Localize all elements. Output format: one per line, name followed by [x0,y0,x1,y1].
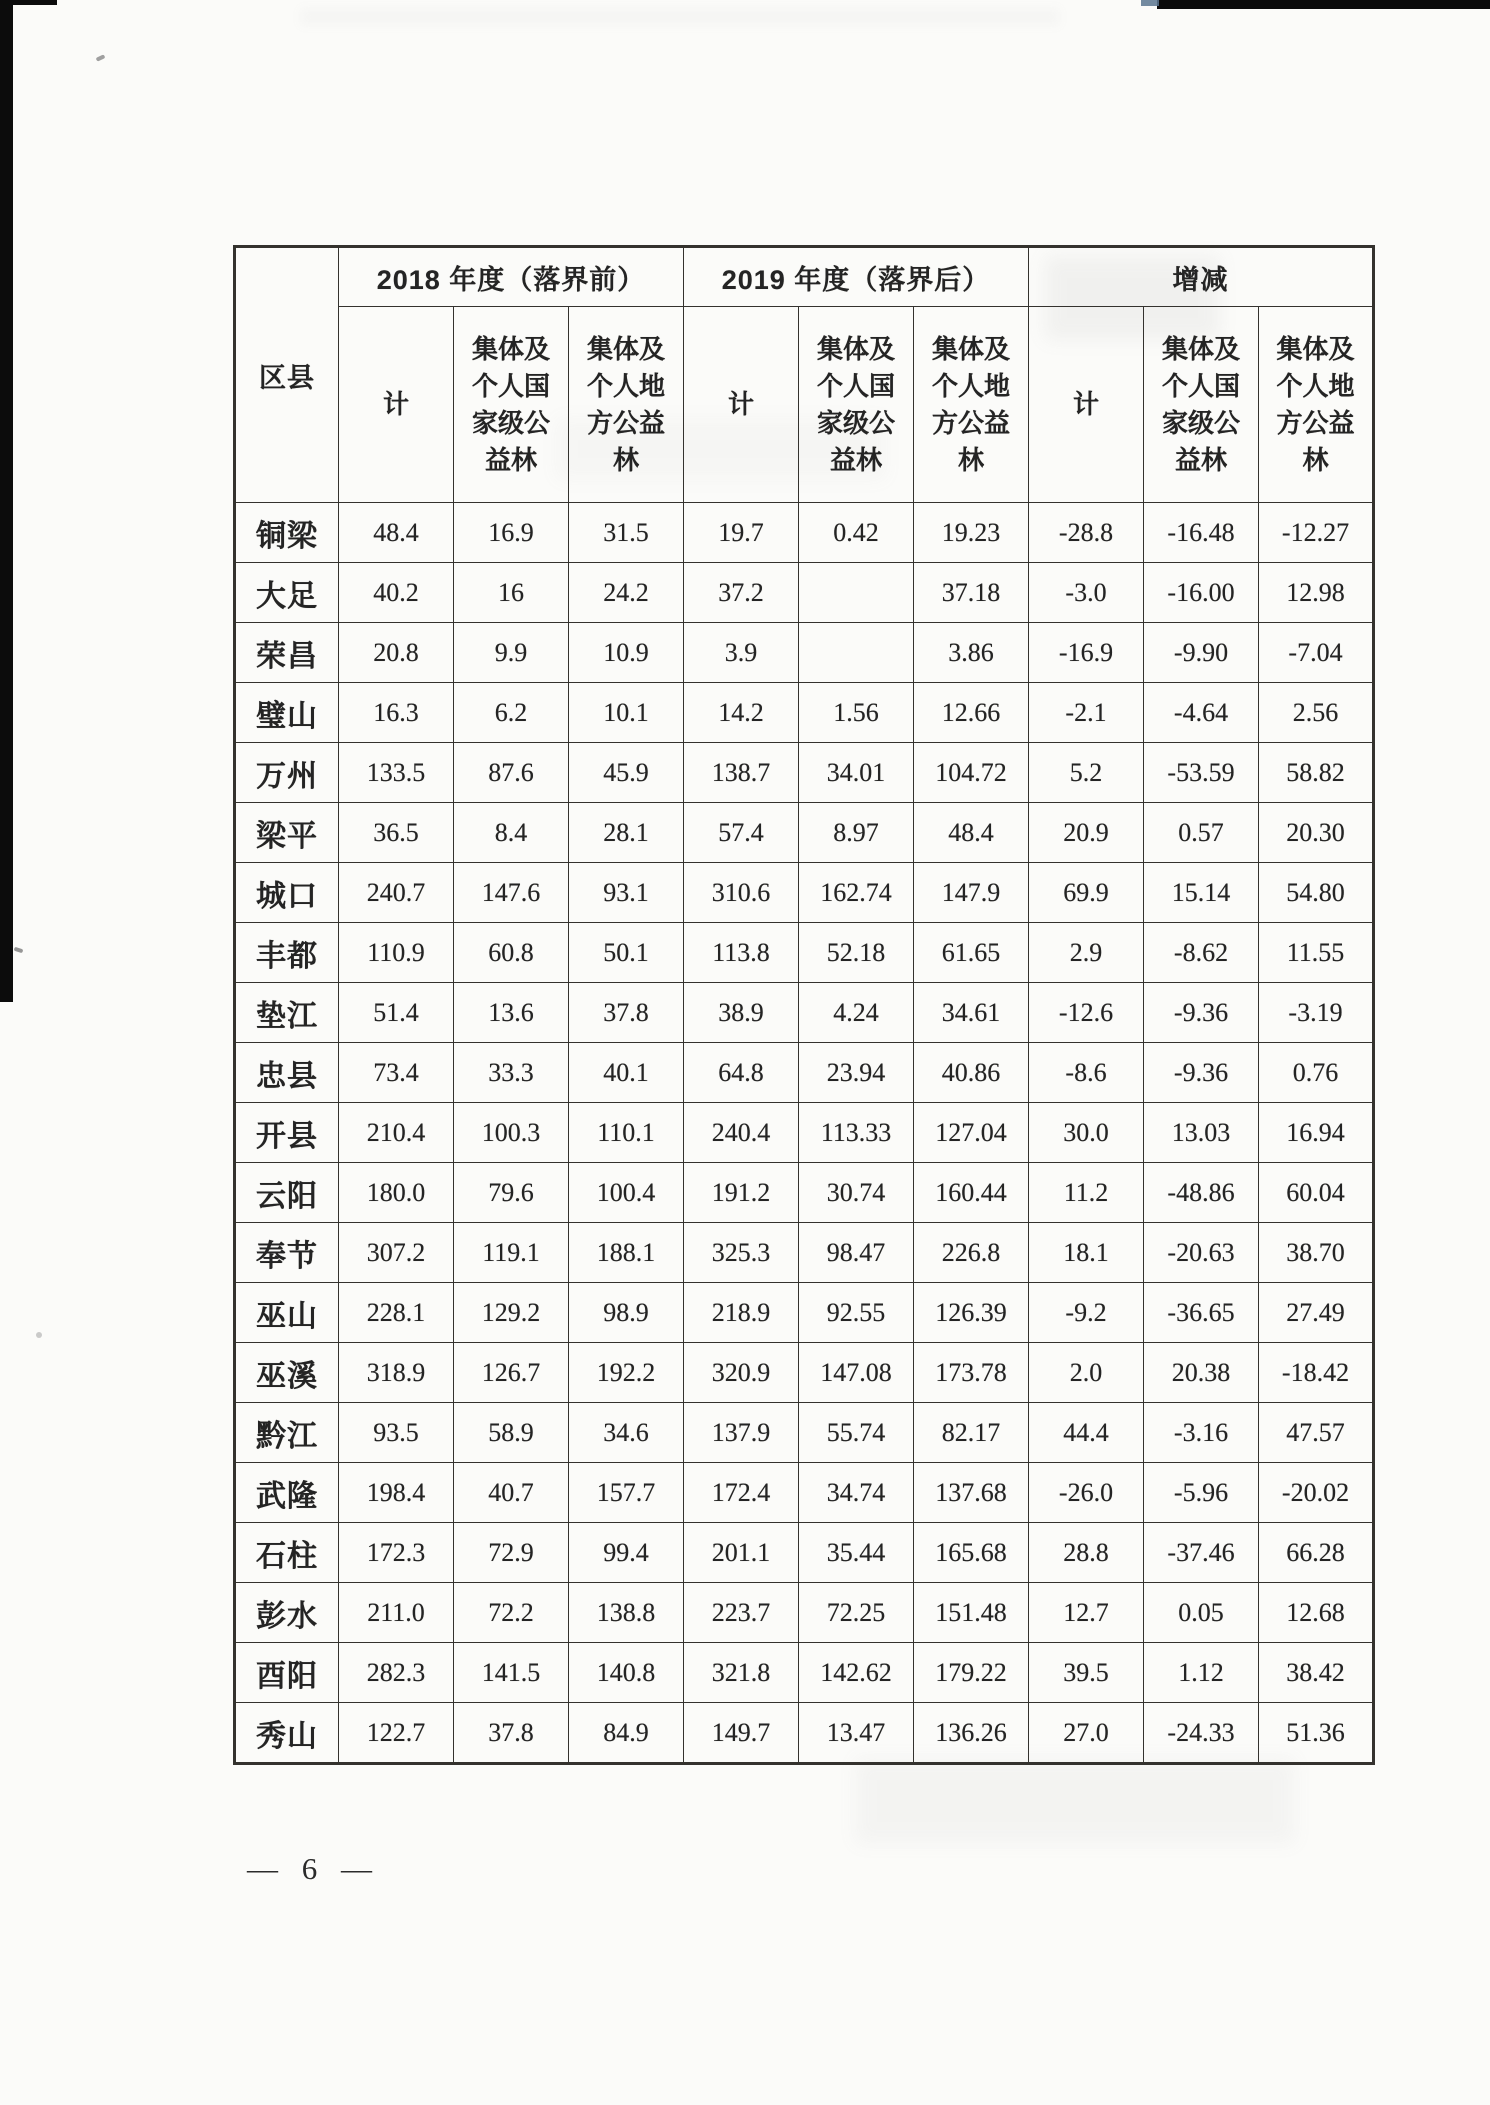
value-cell: 84.9 [569,1703,684,1764]
value-cell: 226.8 [914,1223,1029,1283]
value-cell: 12.98 [1259,563,1374,623]
value-cell: 321.8 [684,1643,799,1703]
table-row [235,1103,1374,1163]
value-cell: -12.6 [1029,983,1144,1043]
value-cell: 218.9 [684,1283,799,1343]
value-cell: 2.0 [1029,1343,1144,1403]
value-cell: 12.68 [1259,1583,1374,1643]
table-row [235,743,1374,803]
value-cell: 4.24 [799,983,914,1043]
value-cell: 12.7 [1029,1583,1144,1643]
value-cell: 66.28 [1259,1523,1374,1583]
district-cell: 开县 [235,1103,339,1163]
value-cell: 34.61 [914,983,1029,1043]
value-cell: 34.01 [799,743,914,803]
value-cell: 191.2 [684,1163,799,1223]
table-row [235,983,1374,1043]
value-cell: 28.8 [1029,1523,1144,1583]
district-cell: 大足 [235,563,339,623]
value-cell: -36.65 [1144,1283,1259,1343]
value-cell: 72.2 [454,1583,569,1643]
scan-speck [36,1332,42,1338]
group-header-change: 增减 [1029,247,1374,307]
value-cell: -9.90 [1144,623,1259,683]
value-cell: 126.39 [914,1283,1029,1343]
value-cell: 27.0 [1029,1703,1144,1764]
value-cell: 307.2 [339,1223,454,1283]
value-cell: 58.82 [1259,743,1374,803]
value-cell: 39.5 [1029,1643,1144,1703]
value-cell: 20.30 [1259,803,1374,863]
subheader-national: 集体及个人国家级公益林 [454,307,569,503]
table-row [235,1343,1374,1403]
value-cell: 127.04 [914,1103,1029,1163]
value-cell: 137.68 [914,1463,1029,1523]
subheader-local: 集体及个人地方公益林 [569,307,684,503]
value-cell: 137.9 [684,1403,799,1463]
value-cell: -9.36 [1144,1043,1259,1103]
value-cell: 282.3 [339,1643,454,1703]
value-cell: 60.8 [454,923,569,983]
value-cell: -9.36 [1144,983,1259,1043]
table-row [235,863,1374,923]
value-cell: 211.0 [339,1583,454,1643]
table-row [235,1703,1374,1764]
value-cell: 38.42 [1259,1643,1374,1703]
value-cell: 33.3 [454,1043,569,1103]
group-header-2019: 2019 年度（落界后） [684,247,1029,307]
value-cell: 19.7 [684,503,799,563]
value-cell: 47.57 [1259,1403,1374,1463]
value-cell: -4.64 [1144,683,1259,743]
value-cell: 3.9 [684,623,799,683]
value-cell: -8.62 [1144,923,1259,983]
subheader-total: 计 [339,307,454,503]
value-cell: 173.78 [914,1343,1029,1403]
header-group-row [235,247,1374,307]
value-cell: 45.9 [569,743,684,803]
value-cell: 79.6 [454,1163,569,1223]
value-cell: 113.8 [684,923,799,983]
district-cell: 巫山 [235,1283,339,1343]
value-cell: -3.16 [1144,1403,1259,1463]
value-cell: 98.9 [569,1283,684,1343]
value-cell: 2.9 [1029,923,1144,983]
value-cell: 149.7 [684,1703,799,1764]
table-row [235,1523,1374,1583]
public-welfare-forest-table [233,245,1375,1765]
value-cell: 48.4 [914,803,1029,863]
district-cell: 奉节 [235,1223,339,1283]
scan-edge-strip [0,0,13,1002]
value-cell: -48.86 [1144,1163,1259,1223]
district-cell: 城口 [235,863,339,923]
value-cell: 19.23 [914,503,1029,563]
value-cell: -3.19 [1259,983,1374,1043]
subheader-local: 集体及个人地方公益林 [914,307,1029,503]
value-cell: 5.2 [1029,743,1144,803]
value-cell: -12.27 [1259,503,1374,563]
table-row [235,1463,1374,1523]
table-row [235,803,1374,863]
value-cell: 147.6 [454,863,569,923]
value-cell: 57.4 [684,803,799,863]
value-cell: 13.03 [1144,1103,1259,1163]
subheader-national: 集体及个人国家级公益林 [1144,307,1259,503]
value-cell: 201.1 [684,1523,799,1583]
value-cell: 110.9 [339,923,454,983]
value-cell: 126.7 [454,1343,569,1403]
value-cell: 141.5 [454,1643,569,1703]
district-cell: 酉阳 [235,1643,339,1703]
value-cell [799,623,914,683]
subheader-total: 计 [1029,307,1144,503]
value-cell: -16.00 [1144,563,1259,623]
table-row [235,503,1374,563]
value-cell: -16.48 [1144,503,1259,563]
value-cell: 37.2 [684,563,799,623]
value-cell: 60.04 [1259,1163,1374,1223]
scan-corner-mark [1141,0,1159,6]
value-cell: 320.9 [684,1343,799,1403]
value-cell: 35.44 [799,1523,914,1583]
district-cell: 黔江 [235,1403,339,1463]
value-cell: 180.0 [339,1163,454,1223]
value-cell: 198.4 [339,1463,454,1523]
value-cell: 34.74 [799,1463,914,1523]
value-cell: 122.7 [339,1703,454,1764]
value-cell: 73.4 [339,1043,454,1103]
value-cell: 24.2 [569,563,684,623]
value-cell: 9.9 [454,623,569,683]
value-cell: 34.6 [569,1403,684,1463]
value-cell: 104.72 [914,743,1029,803]
district-cell: 武隆 [235,1463,339,1523]
scan-speck [96,54,106,61]
bleedthrough-smudge [855,1758,1295,1844]
scan-corner-mark [1157,0,1490,9]
value-cell: 11.2 [1029,1163,1144,1223]
table-row [235,1283,1374,1343]
value-cell: 228.1 [339,1283,454,1343]
value-cell: -20.63 [1144,1223,1259,1283]
scan-corner-mark [0,0,57,5]
value-cell: 58.9 [454,1403,569,1463]
table-row [235,1403,1374,1463]
value-cell: 30.0 [1029,1103,1144,1163]
value-cell: 240.7 [339,863,454,923]
value-cell: -26.0 [1029,1463,1144,1523]
value-cell: 8.4 [454,803,569,863]
value-cell: 138.8 [569,1583,684,1643]
table-row [235,1583,1374,1643]
bleedthrough-smudge [300,8,1060,26]
district-cell: 云阳 [235,1163,339,1223]
value-cell: 160.44 [914,1163,1029,1223]
value-cell: 55.74 [799,1403,914,1463]
value-cell: 40.7 [454,1463,569,1523]
value-cell: -37.46 [1144,1523,1259,1583]
district-cell: 梁平 [235,803,339,863]
value-cell: 51.36 [1259,1703,1374,1764]
value-cell: 40.1 [569,1043,684,1103]
district-cell: 忠县 [235,1043,339,1103]
district-cell: 璧山 [235,683,339,743]
value-cell: 147.9 [914,863,1029,923]
table-row [235,1223,1374,1283]
value-cell: 318.9 [339,1343,454,1403]
table-row [235,683,1374,743]
corner-header-cell: 区县 [235,247,339,503]
value-cell: 64.8 [684,1043,799,1103]
value-cell: 20.8 [339,623,454,683]
value-cell: 0.76 [1259,1043,1374,1103]
value-cell: 310.6 [684,863,799,923]
district-cell: 秀山 [235,1703,339,1764]
value-cell: 16.9 [454,503,569,563]
value-cell: 0.57 [1144,803,1259,863]
value-cell: 98.47 [799,1223,914,1283]
value-cell: 12.66 [914,683,1029,743]
value-cell: 172.4 [684,1463,799,1523]
value-cell: 87.6 [454,743,569,803]
value-cell: 10.1 [569,683,684,743]
value-cell: 92.55 [799,1283,914,1343]
value-cell: 16.3 [339,683,454,743]
district-cell: 荣昌 [235,623,339,683]
subheader-national: 集体及个人国家级公益林 [799,307,914,503]
table-row [235,1643,1374,1703]
value-cell: 15.14 [1144,863,1259,923]
table-row [235,1163,1374,1223]
value-cell: 2.56 [1259,683,1374,743]
value-cell: 31.5 [569,503,684,563]
value-cell: 93.5 [339,1403,454,1463]
value-cell: -16.9 [1029,623,1144,683]
value-cell: 110.1 [569,1103,684,1163]
value-cell: 210.4 [339,1103,454,1163]
value-cell: 13.6 [454,983,569,1043]
value-cell: 1.12 [1144,1643,1259,1703]
value-cell [799,563,914,623]
value-cell: -53.59 [1144,743,1259,803]
district-cell: 巫溪 [235,1343,339,1403]
value-cell: -20.02 [1259,1463,1374,1523]
value-cell: 165.68 [914,1523,1029,1583]
value-cell: 119.1 [454,1223,569,1283]
value-cell: 44.4 [1029,1403,1144,1463]
table-row [235,923,1374,983]
value-cell: 72.9 [454,1523,569,1583]
value-cell: 99.4 [569,1523,684,1583]
value-cell: 23.94 [799,1043,914,1103]
value-cell: -18.42 [1259,1343,1374,1403]
value-cell: 48.4 [339,503,454,563]
value-cell: 16 [454,563,569,623]
value-cell: 27.49 [1259,1283,1374,1343]
value-cell: 188.1 [569,1223,684,1283]
value-cell: -9.2 [1029,1283,1144,1343]
value-cell: 172.3 [339,1523,454,1583]
value-cell: 0.05 [1144,1583,1259,1643]
value-cell: -24.33 [1144,1703,1259,1764]
subheader-total: 计 [684,307,799,503]
value-cell: -8.6 [1029,1043,1144,1103]
value-cell: 179.22 [914,1643,1029,1703]
value-cell: 54.80 [1259,863,1374,923]
table-row [235,623,1374,683]
value-cell: 192.2 [569,1343,684,1403]
value-cell: 3.86 [914,623,1029,683]
value-cell: 138.7 [684,743,799,803]
group-header-2018: 2018 年度（落界前） [339,247,684,307]
value-cell: -3.0 [1029,563,1144,623]
value-cell: 52.18 [799,923,914,983]
district-cell: 彭水 [235,1583,339,1643]
value-cell: 325.3 [684,1223,799,1283]
value-cell: 129.2 [454,1283,569,1343]
value-cell: 37.8 [454,1703,569,1764]
value-cell: 51.4 [339,983,454,1043]
value-cell: 20.38 [1144,1343,1259,1403]
value-cell: 147.08 [799,1343,914,1403]
value-cell: 20.9 [1029,803,1144,863]
district-cell: 丰都 [235,923,339,983]
subheader-local: 集体及个人地方公益林 [1259,307,1374,503]
value-cell: 100.4 [569,1163,684,1223]
value-cell: -28.8 [1029,503,1144,563]
value-cell: 113.33 [799,1103,914,1163]
value-cell: 13.47 [799,1703,914,1764]
value-cell: 40.2 [339,563,454,623]
value-cell: 8.97 [799,803,914,863]
value-cell: 37.8 [569,983,684,1043]
value-cell: 0.42 [799,503,914,563]
value-cell: 69.9 [1029,863,1144,923]
value-cell: 157.7 [569,1463,684,1523]
value-cell: 38.9 [684,983,799,1043]
header-sub-row [235,307,1374,503]
value-cell: 38.70 [1259,1223,1374,1283]
district-cell: 万州 [235,743,339,803]
value-cell: 6.2 [454,683,569,743]
value-cell: 162.74 [799,863,914,923]
page-number: — 6 — [247,1851,372,1886]
value-cell: 72.25 [799,1583,914,1643]
value-cell: 14.2 [684,683,799,743]
table-body [235,503,1374,1764]
value-cell: 16.94 [1259,1103,1374,1163]
value-cell: 1.56 [799,683,914,743]
district-cell: 铜梁 [235,503,339,563]
value-cell: -7.04 [1259,623,1374,683]
value-cell: -2.1 [1029,683,1144,743]
value-cell: 82.17 [914,1403,1029,1463]
value-cell: 142.62 [799,1643,914,1703]
value-cell: 240.4 [684,1103,799,1163]
value-cell: 61.65 [914,923,1029,983]
table-row [235,563,1374,623]
table-row [235,1043,1374,1103]
value-cell: 37.18 [914,563,1029,623]
value-cell: 30.74 [799,1163,914,1223]
value-cell: 93.1 [569,863,684,923]
value-cell: 10.9 [569,623,684,683]
value-cell: 151.48 [914,1583,1029,1643]
value-cell: 223.7 [684,1583,799,1643]
value-cell: 50.1 [569,923,684,983]
value-cell: 140.8 [569,1643,684,1703]
value-cell: 18.1 [1029,1223,1144,1283]
value-cell: 11.55 [1259,923,1374,983]
district-cell: 石柱 [235,1523,339,1583]
scan-speck [14,947,24,954]
district-cell: 垫江 [235,983,339,1043]
value-cell: 36.5 [339,803,454,863]
value-cell: -5.96 [1144,1463,1259,1523]
value-cell: 133.5 [339,743,454,803]
value-cell: 100.3 [454,1103,569,1163]
value-cell: 40.86 [914,1043,1029,1103]
value-cell: 28.1 [569,803,684,863]
value-cell: 136.26 [914,1703,1029,1764]
